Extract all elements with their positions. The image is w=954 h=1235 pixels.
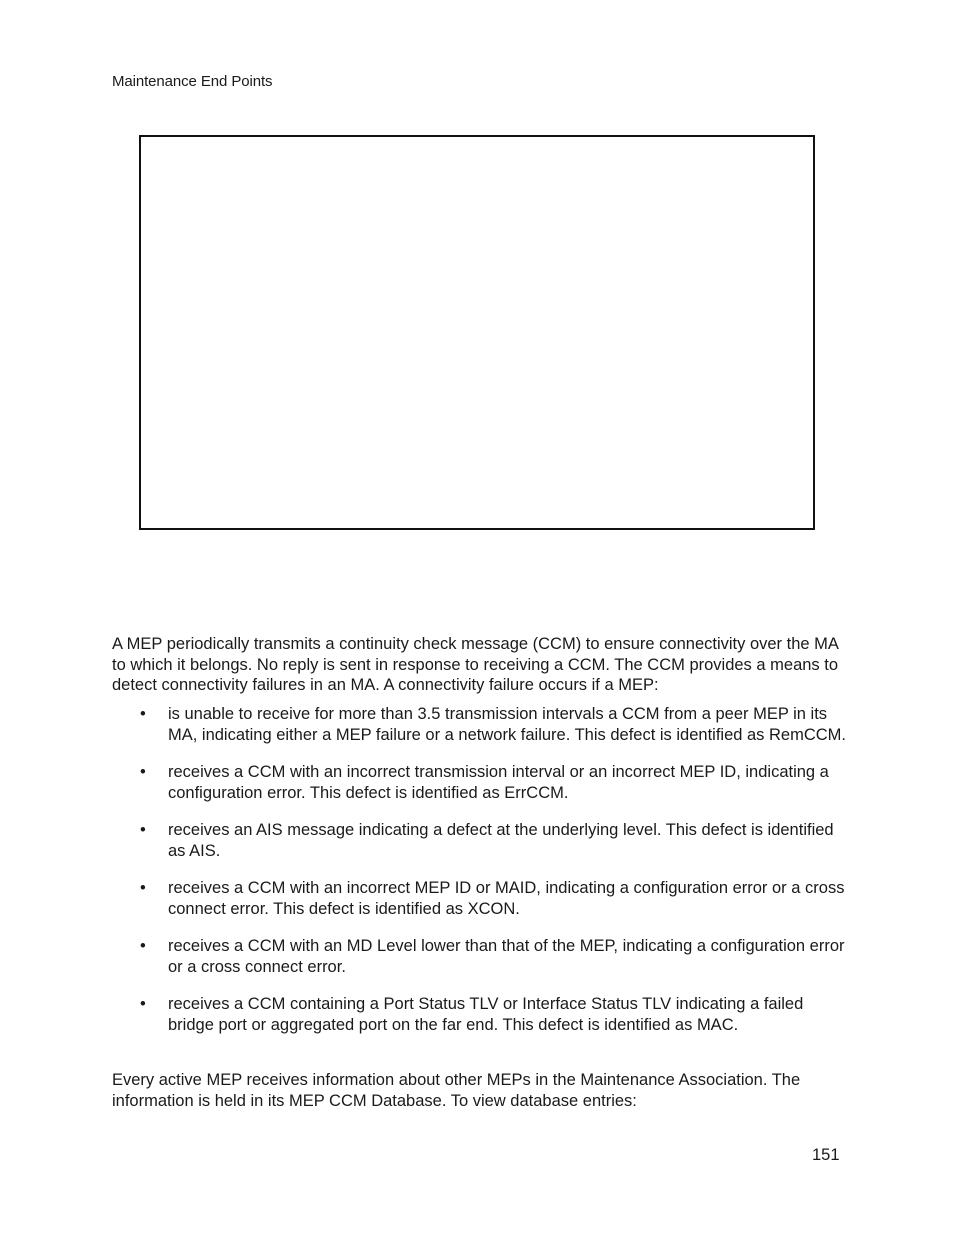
running-header: Maintenance End Points — [112, 73, 273, 90]
list-item — [112, 704, 847, 745]
page-number: 151 — [812, 1146, 840, 1164]
list-item — [112, 994, 847, 1035]
defect-list — [112, 704, 847, 1052]
intro-paragraph: A MEP periodically transmits a continuity check message (CCM) to ensure connectivity over the MA to which it belongs. No reply is sent in response to receiving a CCM. The CCM provides a means to detect connectivity failures in an MA. A connectivity failure occurs if a MEP: — [112, 635, 839, 694]
list-item-text: is unable to receive for more than 3.5 transmission intervals a CCM from a peer MEP in its MA, indicating either a MEP failure or a network failure. This defect is identified as RemCCM. — [168, 705, 847, 744]
list-item — [112, 878, 847, 919]
outro-paragraph: Every active MEP receives information about other MEPs in the Maintenance Association. The information is held in its MEP CCM Database. To view database entries: — [112, 1071, 801, 1110]
bullet-icon: • — [140, 995, 146, 1013]
list-item-text: receives an AIS message indicating a defect at the underlying level. This defect is identified as AIS. — [168, 821, 834, 860]
list-item-text: receives a CCM containing a Port Status TLV or Interface Status TLV indicating a failed bridge port or aggregated port on the far end. This defect is identified as MAC. — [168, 995, 804, 1034]
list-item — [112, 762, 847, 803]
bullet-icon: • — [140, 937, 146, 955]
bullet-icon: • — [140, 821, 146, 839]
list-item-text: receives a CCM with an MD Level lower than that of the MEP, indicating a configuration error or a cross connect error. — [168, 937, 845, 976]
list-item-text: receives a CCM with an incorrect transmission interval or an incorrect MEP ID, indicating a configuration error. This defect is identified as ErrCCM. — [168, 763, 829, 802]
bullet-icon: • — [140, 705, 146, 723]
list-item — [112, 820, 847, 861]
list-item — [112, 936, 847, 977]
list-item-text: receives a CCM with an incorrect MEP ID or MAID, indicating a configuration error or a cross connect error. This defect is identified as XCON. — [168, 879, 845, 918]
figure-frame — [139, 135, 815, 530]
bullet-icon: • — [140, 879, 146, 897]
bullet-icon: • — [140, 763, 146, 781]
